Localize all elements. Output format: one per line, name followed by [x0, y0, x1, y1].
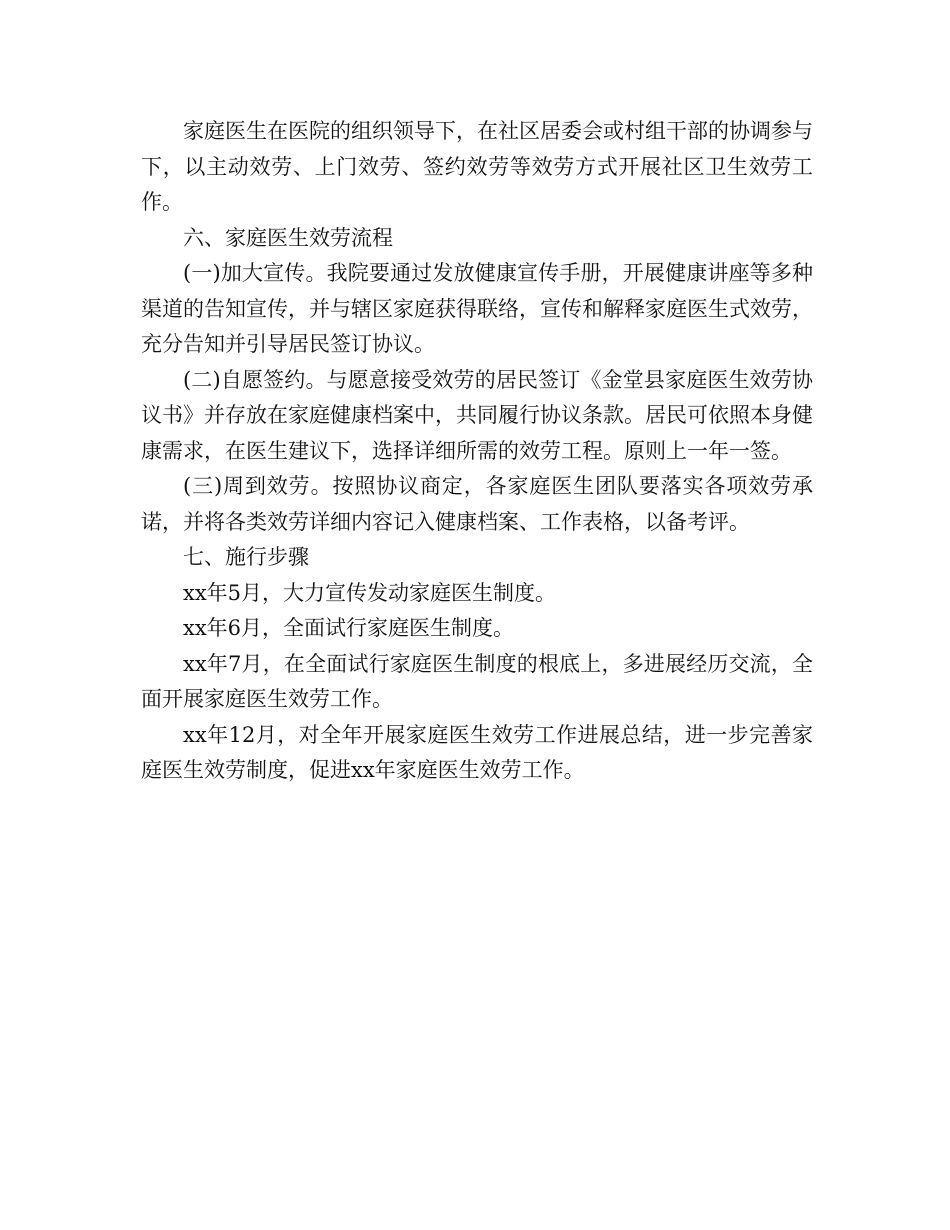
section-heading-service-process: 六、家庭医生效劳流程: [183, 225, 393, 250]
paragraph-thoughtful-service: (三)周到效劳。按照协议商定，各家庭医生团队要落实各项效劳承诺，并将各类效劳详细内容记入健康档案、工作表格，以备考评。: [141, 474, 813, 534]
paragraph-step-june: xx年6月，全面试行家庭医生制度。: [183, 616, 515, 640]
section-heading-implementation-steps: 七、施行步骤: [183, 545, 309, 569]
paragraph-step-may: xx年5月，大力宣传发动家庭医生制度。: [183, 580, 557, 605]
paragraph-publicity: (一)加大宣传。我院要通过发放健康宣传手册，开展健康讲座等多种渠道的告知宣传，并与辖区家庭获得联络，宣传和解释家庭医生式效劳，充分告知并引导居民签订协议。: [141, 261, 813, 356]
paragraph-family-doctor-organization: 家庭医生在医院的组织领导下，在社区居委会或村组干部的协调参与下，以主动效劳、上门效劳、签约效劳等效劳方式开展社区卫生效劳工作。: [141, 119, 813, 214]
paragraph-step-july: xx年7月，在全面试行家庭医生制度的根底上，多进展经历交流，全面开展家庭医生效劳工作。: [141, 651, 813, 711]
document-body: [141, 114, 813, 789]
paragraph-step-december: xx年12月，对全年开展家庭医生效劳工作进展总结，进一步完善家庭医生效劳制度，促进xx年家庭医生效劳工作。: [141, 722, 813, 782]
paragraph-voluntary-signing: (二)自愿签约。与愿意接受效劳的居民签订《金堂县家庭医生效劳协议书》并存放在家庭健康档案中，共同履行协议条款。居民可依照本身健康需求，在医生建议下，选择详细所需的效劳工程。原则上一年一签。: [141, 367, 813, 463]
